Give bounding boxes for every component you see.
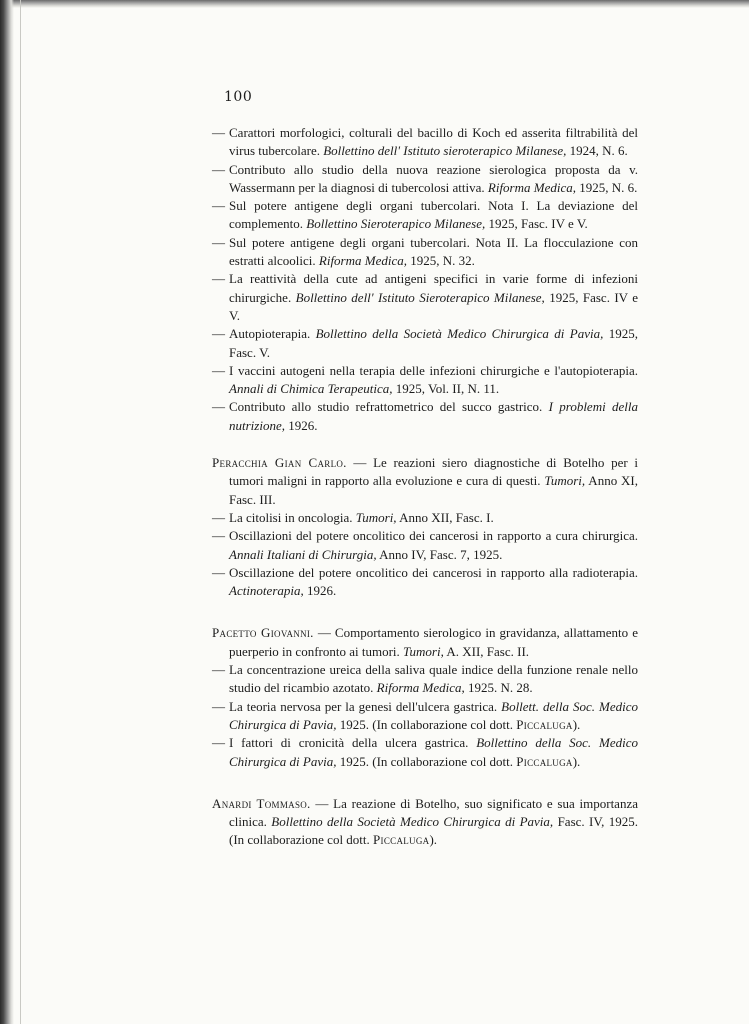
bibliography-entry bbox=[212, 734, 638, 771]
entry-text: Contributo allo studio della nuova reazione sierologica proposta da v. Wassermann per la diagnosi di tubercolosi attiva. bbox=[229, 161, 638, 195]
publication-group bbox=[212, 624, 638, 770]
journal-title: Riforma Medica, bbox=[318, 253, 407, 269]
author-name: Anardi Tommaso. bbox=[212, 795, 311, 811]
entry-text: A. XII, Fasc. II. bbox=[443, 643, 530, 659]
bibliography-entry bbox=[212, 795, 638, 850]
entry-text: Oscillazioni del potere oncolitico dei cancerosi in rapporto a cura chirurgica. bbox=[229, 528, 638, 544]
entry-text: ). bbox=[572, 753, 581, 769]
bibliography-entry bbox=[212, 197, 638, 234]
bibliography-entry bbox=[212, 527, 638, 564]
entry-dash: — bbox=[212, 735, 225, 751]
bibliography-entry bbox=[212, 564, 638, 601]
entry-dash: — bbox=[212, 326, 225, 342]
entry-dash: — bbox=[212, 161, 225, 177]
entry-dash: — bbox=[212, 362, 225, 378]
bibliography bbox=[212, 124, 638, 874]
publication-group bbox=[212, 454, 638, 600]
entry-text: Sul potere antigene degli organi tubercolari. Nota II. La flocculazione con estratti alcoolici. bbox=[229, 234, 638, 269]
entry-text: La citolisi in oncologia. bbox=[229, 509, 356, 525]
journal-title: I problemi della nutrizione, bbox=[229, 399, 639, 433]
entry-dash: — bbox=[212, 198, 225, 214]
entry-text: 1925, Fasc. IV e V. bbox=[229, 289, 639, 323]
bibliography-entry bbox=[212, 270, 638, 325]
bibliography-entry bbox=[212, 509, 638, 527]
publication-group bbox=[212, 795, 638, 850]
entry-text: Anno IV, Fasc. 7, 1925. bbox=[376, 546, 503, 562]
journal-title: Bollettino Sieroterapico Milanese, bbox=[306, 216, 486, 232]
entry-text: Fasc. IV, 1925. (In collaborazione col dott. bbox=[229, 814, 638, 848]
journal-title: Bollettino della Società Medico Chirurgica di Pavia, bbox=[315, 326, 604, 342]
author-name: Piccaluga bbox=[516, 753, 573, 769]
entry-text: Anno XI, Fasc. III. bbox=[229, 473, 639, 507]
bibliography-entry bbox=[212, 325, 638, 362]
author-name: Piccaluga bbox=[373, 832, 430, 848]
journal-title: Riforma Medica, bbox=[376, 680, 465, 696]
bibliography-entry bbox=[212, 698, 638, 735]
scan-margin-line bbox=[20, 0, 21, 1024]
scan-top-edge bbox=[0, 0, 749, 8]
entry-text: 1926. bbox=[284, 417, 318, 433]
entry-text: 1926. bbox=[303, 583, 337, 599]
entry-dash: — bbox=[212, 125, 225, 140]
author-name: Peracchia Gian Carlo. bbox=[212, 455, 347, 471]
entry-text: 1925. (In collaborazione col dott. bbox=[336, 753, 517, 769]
entry-text: 1925. (In collaborazione col dott. bbox=[336, 716, 517, 732]
bibliography-entry bbox=[212, 234, 638, 271]
author-name: Piccaluga bbox=[516, 716, 573, 732]
entry-text: I vaccini autogeni nella terapia delle infezioni chirurgiche e l'autopioterapia. bbox=[229, 362, 638, 378]
entry-text: 1925, Fasc. IV e V. bbox=[485, 216, 588, 232]
page-number: 100 bbox=[224, 89, 253, 105]
bibliography-entry bbox=[212, 661, 638, 698]
entry-text: ). bbox=[429, 832, 438, 848]
bibliography-entry bbox=[212, 454, 638, 509]
entry-dash: — bbox=[212, 698, 225, 714]
entry-text: ). bbox=[572, 716, 581, 732]
entry-text: Contributo allo studio refrattometrico del succo gastrico. bbox=[229, 399, 549, 415]
entry-dash: — bbox=[212, 564, 225, 580]
bibliography-entry bbox=[212, 161, 638, 198]
entry-dash: — bbox=[212, 234, 225, 250]
publication-group-continued bbox=[212, 124, 638, 435]
entry-text: Autopioterapia. bbox=[229, 326, 316, 342]
entry-dash: — bbox=[212, 528, 225, 544]
author-name: Pacetto Giovanni. bbox=[212, 625, 314, 641]
entry-text: Sul potere antigene degli organi tubercolari. Nota I. La deviazione del complemento. bbox=[229, 198, 638, 232]
journal-title: Tumori, bbox=[544, 473, 586, 489]
entry-text: 1925, N. 32. bbox=[406, 253, 475, 269]
entry-text: La concentrazione ureica della saliva quale indice della funzione renale nello studio del ricambio azotato. bbox=[229, 662, 638, 696]
journal-title: Bollettino dell' Istituto Sieroterapico Milanese, bbox=[295, 289, 545, 305]
journal-title: Bollett. della Soc. Medico Chirurgica di Pavia, bbox=[229, 698, 639, 732]
entry-text: Oscillazione del potere oncolitico dei cancerosi in rapporto alla radioterapia. bbox=[229, 564, 638, 580]
entry-text: I fattori di cronicità della ulcera gastrica. bbox=[229, 735, 477, 751]
journal-title: Tumori, bbox=[403, 643, 444, 659]
bibliography-entry bbox=[212, 624, 638, 661]
entry-text: La teoria nervosa per la genesi dell'ulcera gastrica. bbox=[229, 698, 502, 714]
entry-text: 1925, Vol. II, N. 11. bbox=[392, 381, 500, 397]
entry-text: — Comportamento sierologico in gravidanza, allattamento e puerperio in confronto ai tumori. bbox=[229, 625, 639, 659]
bibliography-entry bbox=[212, 124, 638, 161]
bibliography-entry bbox=[212, 398, 638, 435]
entry-text: 1925, N. 6. bbox=[575, 179, 638, 195]
scan-binding-edge bbox=[0, 0, 14, 1024]
entry-dash: — bbox=[212, 399, 225, 415]
entry-text: Anno XII, Fasc. I. bbox=[396, 509, 494, 525]
journal-title: Riforma Medica, bbox=[487, 179, 576, 195]
entry-text: — Le reazioni siero diagnostiche di Botelho per i tumori maligni in rapporto alla evoluzione e cura di questi. bbox=[229, 455, 638, 489]
journal-title: Actinoterapia, bbox=[229, 583, 304, 599]
entry-text: 1925, Fasc. V. bbox=[229, 326, 639, 360]
entry-dash: — bbox=[212, 509, 225, 525]
journal-title: Tumori, bbox=[355, 509, 397, 525]
entry-dash: — bbox=[212, 271, 225, 287]
bibliography-entry bbox=[212, 362, 638, 399]
entry-text: 1925. N. 28. bbox=[464, 680, 533, 696]
journal-title: Annali di Chimica Terapeutica, bbox=[229, 381, 393, 397]
entry-text: La reattività della cute ad antigeni specifici in varie forme di infezioni chirurgiche. bbox=[229, 271, 638, 305]
entry-text: Carattori morfologici, colturali del bacillo di Koch ed asserita filtrabilità del virus tubercolare. bbox=[229, 125, 638, 159]
entry-text: — La reazione di Botelho, suo significato e sua importanza clinica. bbox=[229, 795, 638, 830]
journal-title: Annali Italiani di Chirurgia, bbox=[229, 546, 377, 562]
entry-dash: — bbox=[212, 662, 225, 678]
entry-text: 1924, N. 6. bbox=[566, 143, 628, 159]
journal-title: Bollettino della Società Medico Chirurgica di Pavia, bbox=[271, 814, 554, 830]
journal-title: Bollettino della Soc. Medico Chirurgica di Pavia, bbox=[229, 735, 638, 769]
journal-title: Bollettino dell' Istituto sieroterapico Milanese, bbox=[323, 143, 567, 159]
